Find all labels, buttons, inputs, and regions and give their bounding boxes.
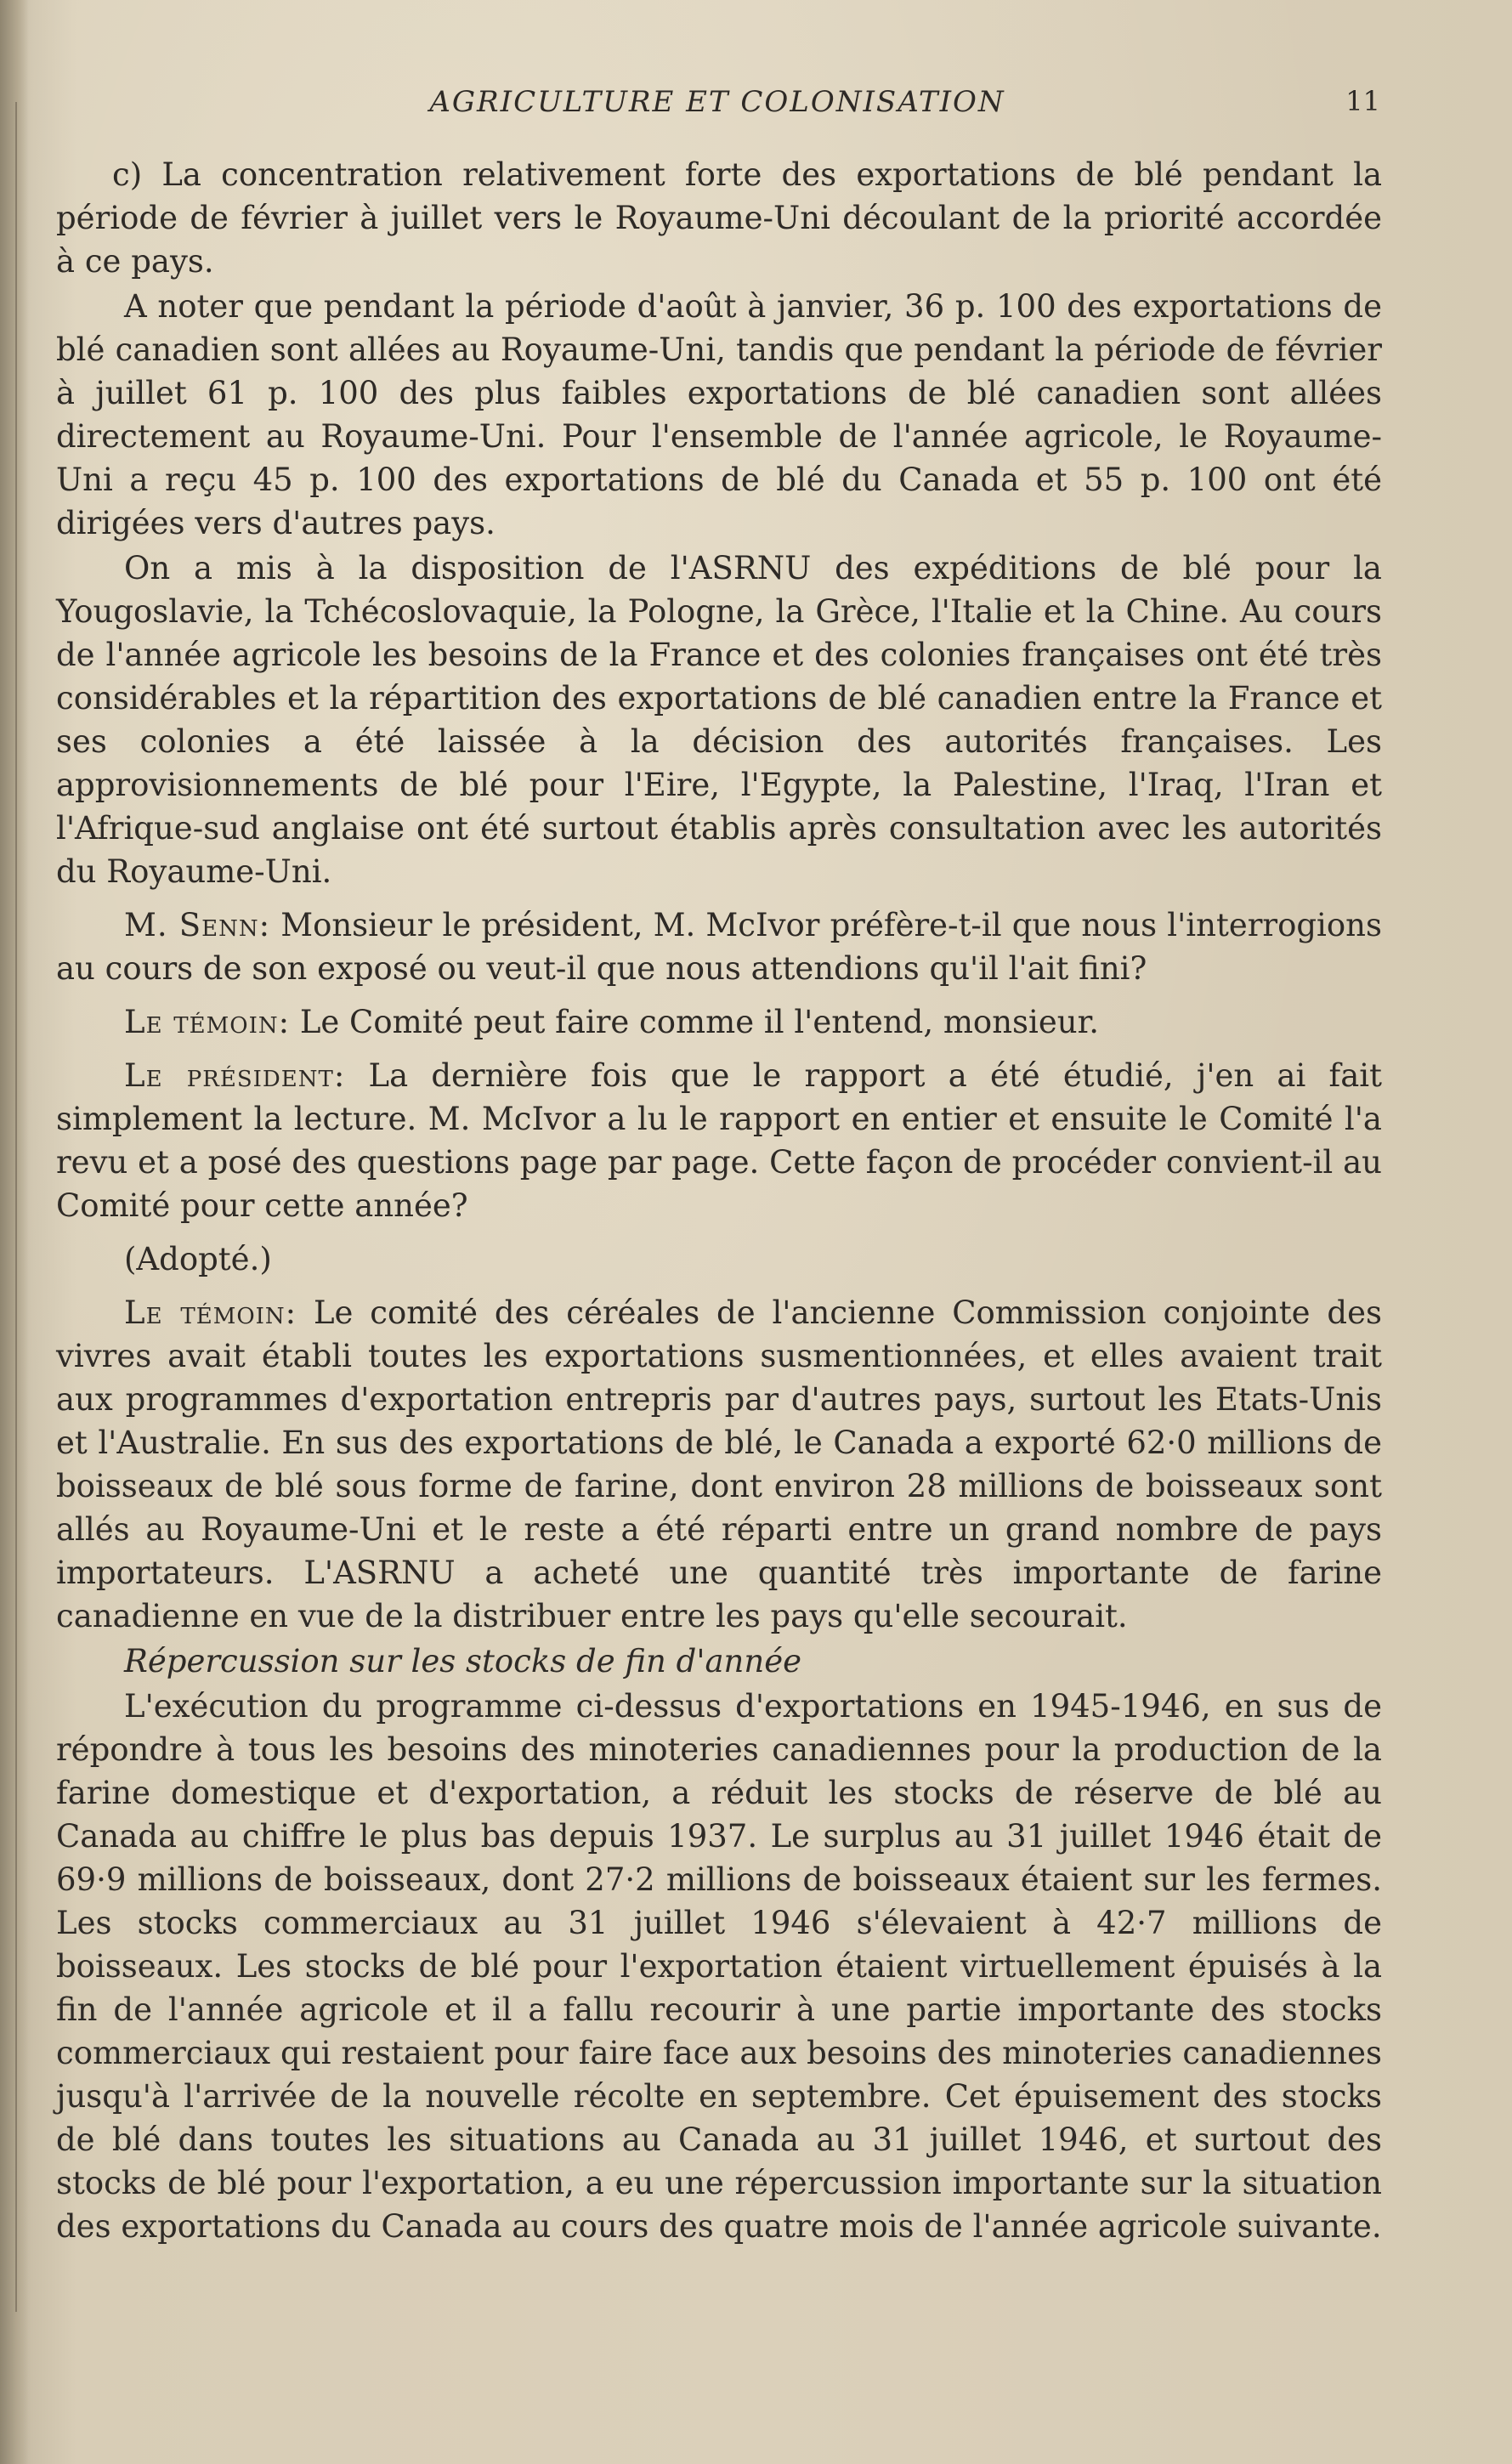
- paragraph-adopte: (Adopté.): [124, 1241, 272, 1277]
- paragraph-president: [56, 1054, 1382, 1227]
- speaker-temoin-2: Le témoin:: [124, 1294, 297, 1331]
- speech-temoin-2: Le comité des céréales de l'ancienne Commission conjointe des vivres avait établi toutes les exportations susmentionnées, et elles avaient trait aux programmes d'exportation entrepris par d'autres pays, surtout les Etats-Unis et l'Australie. En sus des exportations de blé, le Canada a exporté 62·0 millions de boisseaux de blé sous forme de farine, dont environ 28 millions de boisseaux sont allés au Royaume-Uni et le reste a été réparti entre un grand nombre de pays importateurs. L'ASRNU a acheté une quantité très importante de farine canadienne en vue de la distribuer entre les pays qu'elle secourait.: [56, 1294, 1382, 1634]
- section-title: Répercussion sur les stocks de fin d'année: [124, 1643, 801, 1679]
- binding-gutter: [0, 0, 29, 2464]
- page-number: 11: [1345, 85, 1380, 117]
- running-head: AGRICULTURE ET COLONISATION: [429, 85, 1005, 119]
- spacer: [56, 992, 1382, 1000]
- speech-temoin-1: Le Comité peut faire comme il l'entend, monsieur.: [299, 1004, 1099, 1040]
- speaker-president: Le président:: [124, 1057, 346, 1094]
- spacer: [56, 1283, 1382, 1291]
- speech-president: La dernière fois que le rapport a été étudié, j'en ai fait simplement la lecture. M. McIvor a lu le rapport en entier et ensuite le Comité l'a revu et a posé des questions page par page. Cette façon de procéder convient-il au Comité pour cette année?: [56, 1057, 1382, 1224]
- spacer: [56, 1229, 1382, 1238]
- paragraph-note: A noter que pendant la période d'août à janvier, 36 p. 100 des exportations de blé canadien sont allées au Royaume-Uni, tandis que pendant la période de février à juillet 61 p. 100 des plus faibles exportations de blé canadien sont allées directement au Royaume-Uni. Pour l'ensemble de l'année agricole, le Royaume-Uni a reçu 45 p. 100 des exportations de blé du Canada et 55 p. 100 ont été dirigées vers d'autres pays.: [56, 288, 1382, 541]
- paragraph-c: c) La concentration relativement forte des exportations de blé pendant la période de février à juillet vers le Royaume-Uni découlant de la priorité accordée à ce pays.: [56, 156, 1382, 280]
- speaker-senn: M. Senn:: [124, 907, 271, 943]
- speaker-temoin: Le témoin:: [124, 1004, 291, 1040]
- speech-senn: Monsieur le président, M. McIvor préfère-t-il que nous l'interrogions au cours de son exposé ou veut-il que nous attendions qu'il l'ait fini?: [56, 907, 1382, 987]
- paragraph-repercussion: L'exécution du programme ci-dessus d'exportations en 1945-1946, en sus de répondre à tous les besoins des minoteries canadiennes pour la production de la farine domestique et d'exportation, a réduit les stocks de réserve de blé au Canada au chiffre le plus bas depuis 1937. Le surplus au 31 juillet 1946 était de 69·9 millions de boisseaux, dont 27·2 millions de boisseaux étaient sur les fermes. Les stocks commerciaux au 31 juillet 1946 s'élevaient à 42·7 millions de boisseaux. Les stocks de blé pour l'exportation étaient virtuellement épuisés à la fin de l'année agricole et il a fallu recourir à une partie importante des stocks commerciaux qui restaient pour faire face aux besoins des minoteries canadiennes jusqu'à l'arrivée de la nouvelle récolte en septembre. Cet épuisement des stocks de blé dans toutes les situations au Canada au 31 juillet 1946, et surtout des stocks de blé pour l'exportation, a eu une répercussion importante sur la situation des exportations du Canada au cours des quatre mois de l'année agricole suivante.: [56, 1688, 1382, 2245]
- paragraph-asrnu: On a mis à la disposition de l'ASRNU des expéditions de blé pour la Yougoslavie, la Tchécoslovaquie, la Pologne, la Grèce, l'Italie et la Chine. Au cours de l'année agricole les besoins de la France et des colonies françaises ont été très considérables et la répartition des exportations de blé canadien entre la France et ses colonies a été laissée à la décision des autorités françaises. Les approvisionnements de blé pour l'Eire, l'Egypte, la Palestine, l'Iraq, l'Iran et l'Afrique-sud anglaise ont été surtout établis après consultation avec les autorités du Royaume-Uni.: [56, 550, 1382, 890]
- body-text: [56, 153, 1382, 2250]
- spacer: [56, 1045, 1382, 1054]
- binding-line: [15, 102, 17, 2312]
- page-header: [54, 85, 1380, 127]
- spacer: [56, 895, 1382, 903]
- paragraph-temoin-1: [56, 1000, 1382, 1044]
- paragraph-temoin-2: [56, 1291, 1382, 1638]
- paragraph-senn: [56, 903, 1382, 990]
